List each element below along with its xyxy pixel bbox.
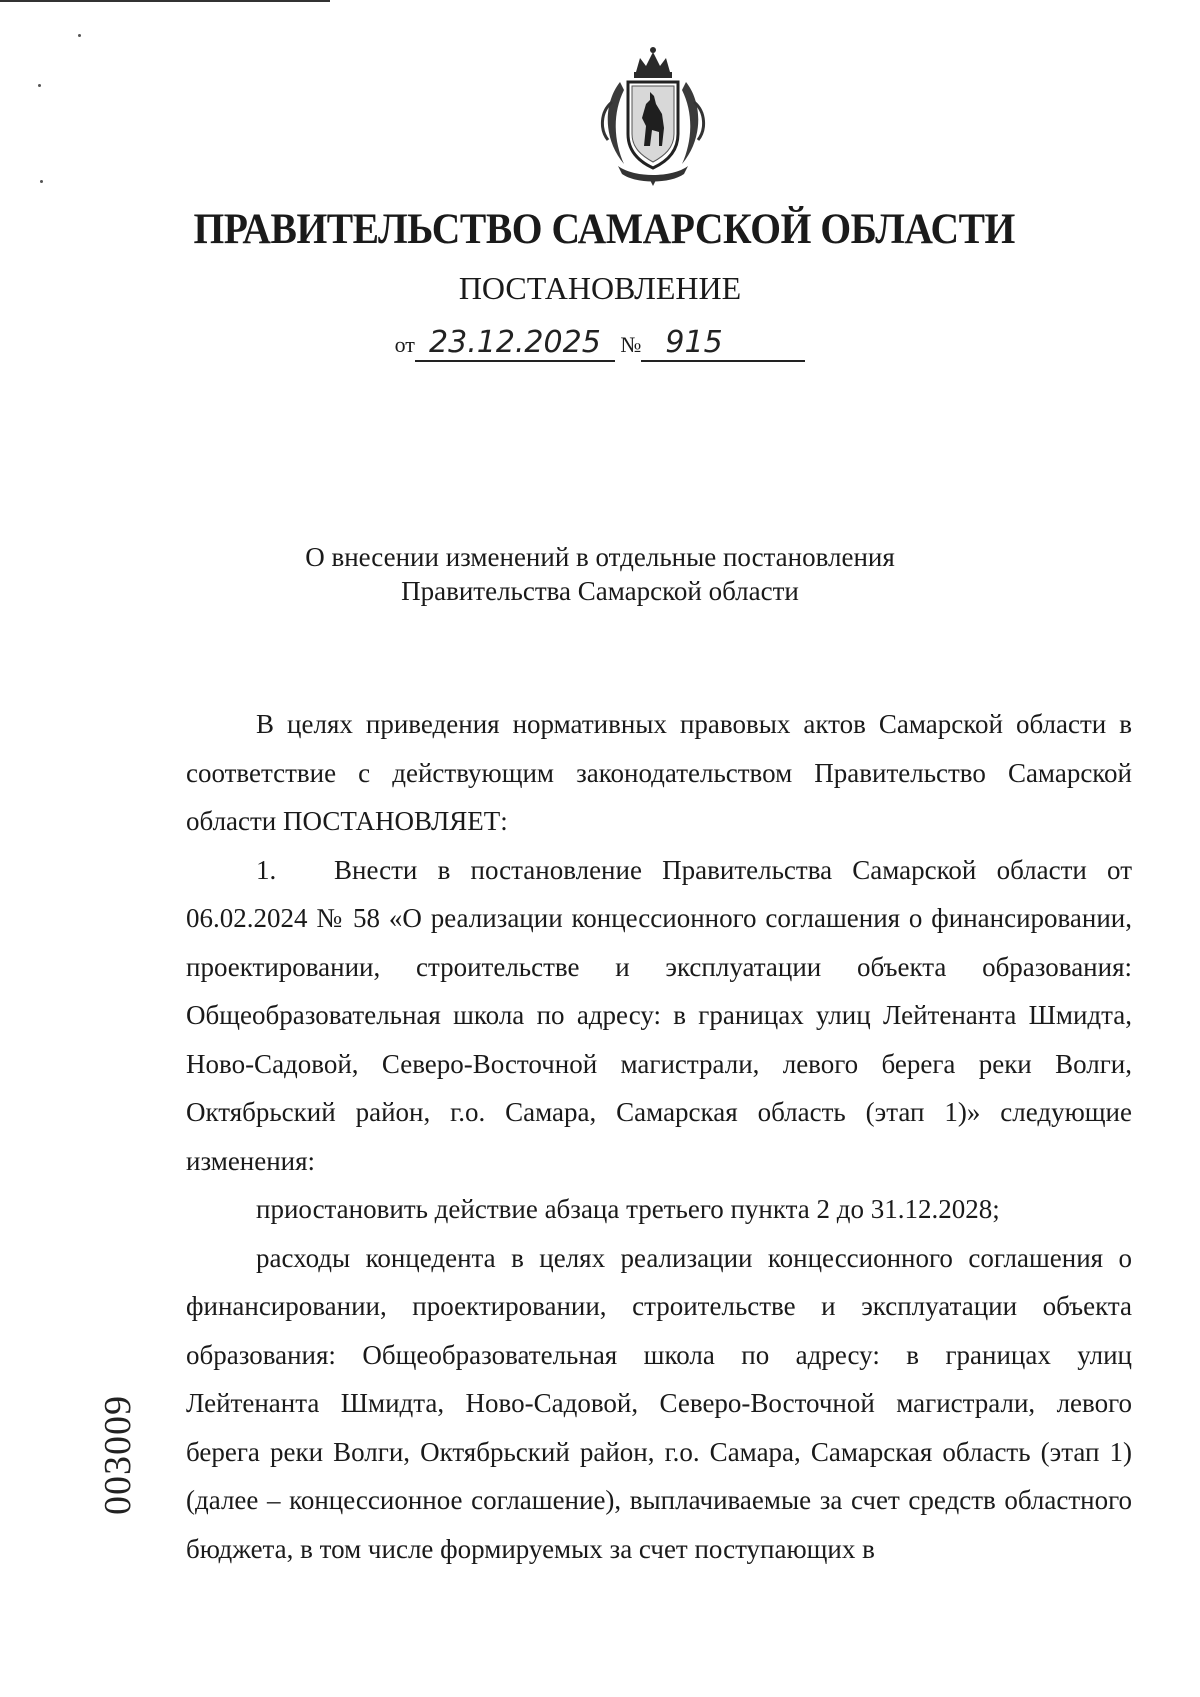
- top-edge-rule: [0, 0, 330, 2]
- handwritten-date: 23.12.2025: [415, 326, 615, 362]
- issuing-authority-title: ПРАВИТЕЛЬСТВО САМАРСКОЙ ОБЛАСТИ: [193, 206, 1015, 253]
- item-1-paragraph: [186, 846, 1132, 1186]
- margin-serial-stamp: 003009: [97, 1395, 139, 1515]
- subject-line-1: О внесении изменений в отдельные постановления: [305, 542, 895, 572]
- scan-speck: [40, 180, 43, 183]
- suspension-paragraph: приостановить действие абзаца третьего пункта 2 до 31.12.2028;: [256, 1194, 1000, 1224]
- handwritten-number: 915: [641, 326, 805, 362]
- item-1-text: Внести в постановление Правительства Самарской области от 06.02.2024 № 58 «О реализации концессионного соглашения о финансировании, проектировании, строительстве и эксплуатации объекта образования: Общеобразовательная школа по адресу: в границах улиц Лейтенанта Шмидта, Ново-Садовой, Северо-Восточной магистрали, левого берега реки Волги, Октябрьский район, г.о. Самара, Самарская область (этап 1)» следующие изменения:: [186, 854, 1132, 1176]
- scan-speck: [38, 84, 41, 87]
- subject-line-2: Правительства Самарской области: [401, 576, 799, 606]
- item-1-number: 1.: [256, 854, 277, 885]
- document-subject: [0, 540, 1200, 608]
- date-number-line: [0, 326, 1200, 362]
- scan-speck: [78, 34, 81, 37]
- document-body: [186, 700, 1132, 1573]
- number-prefix: №: [620, 332, 642, 357]
- date-prefix: от: [394, 332, 415, 357]
- samara-region-coat-of-arms-icon: [590, 42, 716, 186]
- expenses-paragraph: расходы концедента в целях реализации концессионного соглашения о финансировании, проектировании, строительстве и эксплуатации объекта образования: Общеобразовательная школа по адресу: в границах улиц Лейтенанта Шмидта, Ново-Садовой, Северо-Восточной магистрали, левого берега реки Волги, Октябрьский район, г.о. Самара, Самарская область (этап 1) (далее – концессионное соглашение), выплачиваемые за счет средств областного бюджета, в том числе формируемых за счет поступающих в: [186, 1242, 1132, 1564]
- document-type-heading: ПОСТАНОВЛЕНИЕ: [458, 270, 742, 306]
- preamble-paragraph: В целях приведения нормативных правовых актов Самарской области в соответствие с действующим законодательством Правительство Самарской области ПОСТАНОВЛЯЕТ:: [186, 709, 1132, 836]
